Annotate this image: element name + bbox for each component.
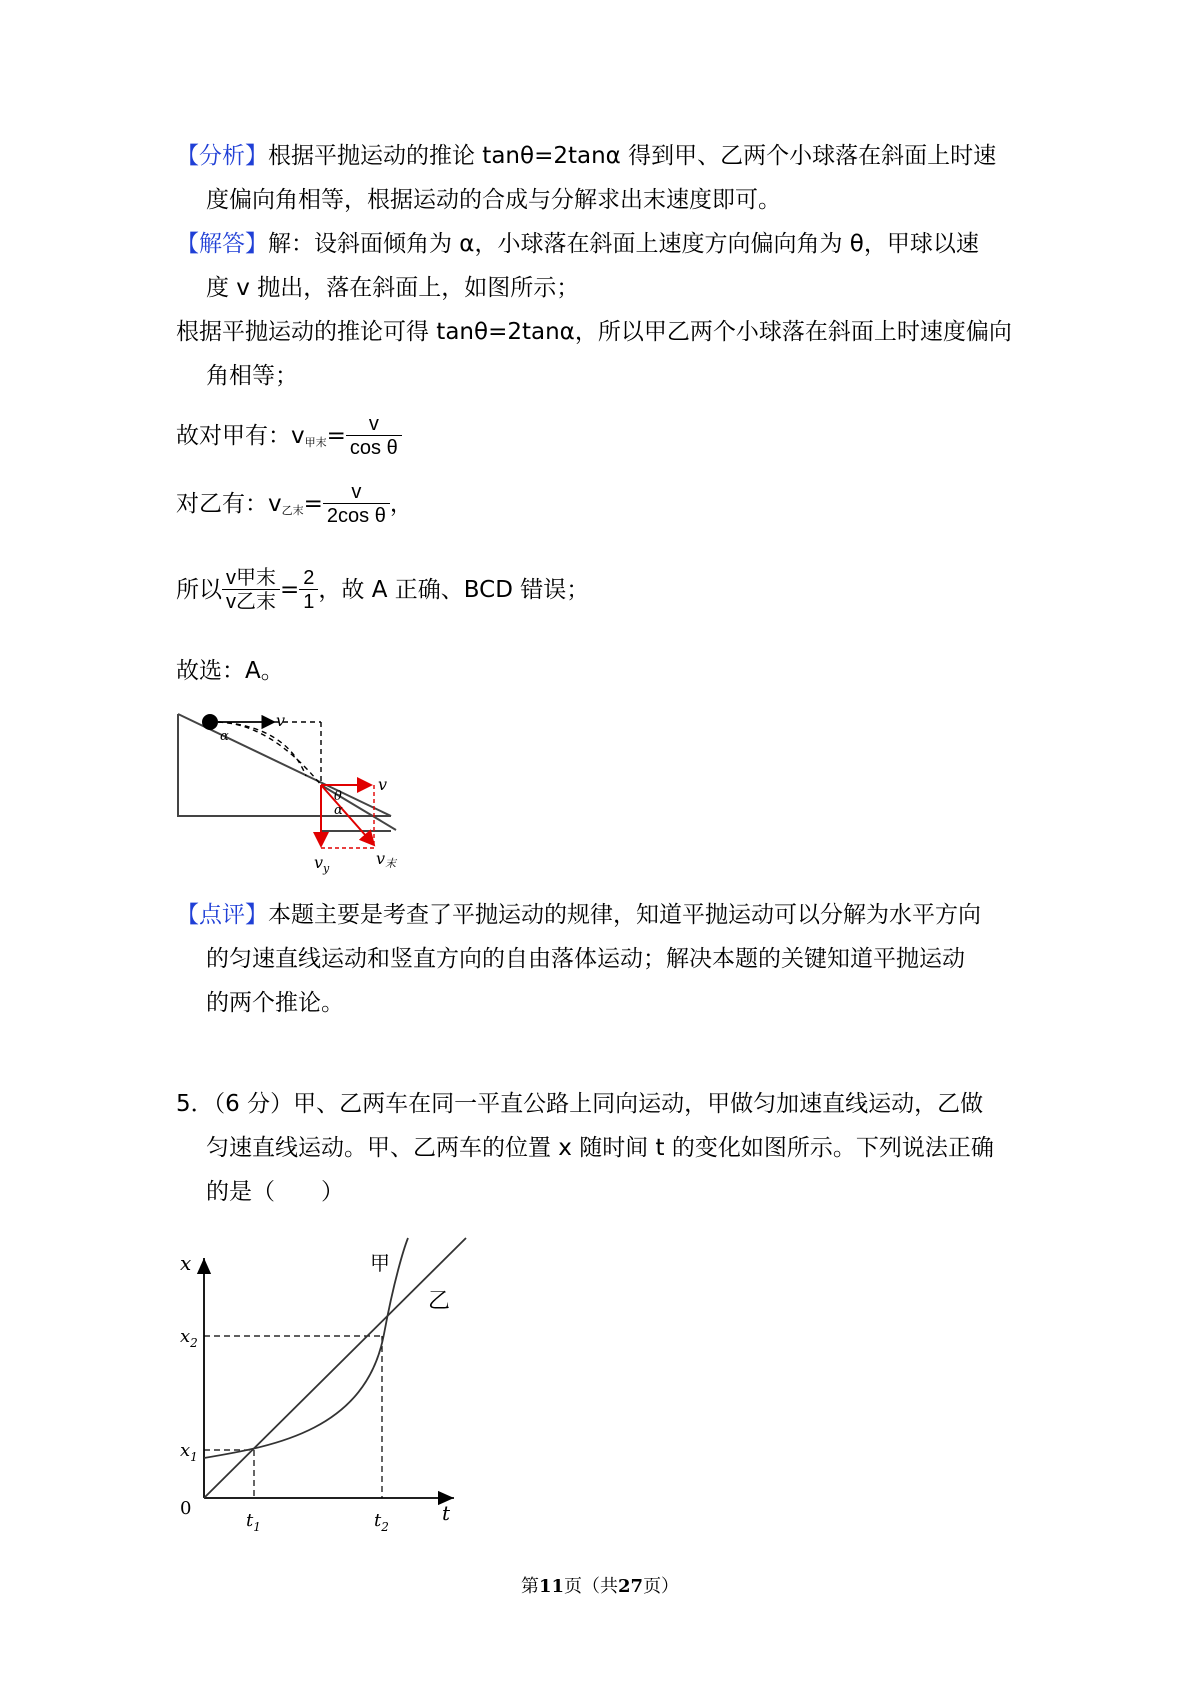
analysis-line-2: 度偏向角相等，根据运动的合成与分解求出末速度即可。 [206,187,781,213]
fig1-label-v-right: v [378,775,388,794]
yi-equals: = [303,491,323,517]
series-jia-label: 甲 [370,1251,390,1275]
tick-t1: $t_1$ [246,1510,261,1534]
yi-suffix: ， [389,491,413,517]
solution-text-1: 解：设斜面倾角为 α，小球落在斜面上速度方向偏向角为 θ，甲球以速 [268,231,979,257]
solution-line-3: 根据平抛运动的推论可得 tanθ=2tanα，所以甲乙两个小球落在斜面上时速度偏向 [176,319,1012,345]
ratio-prefix: 所以 [176,577,222,603]
fig1-label-alpha: α [334,803,343,818]
yi-equation [176,476,413,539]
ratio-equals: = [280,577,300,603]
jia-subscript: 甲末 [304,436,327,449]
solution-line-4: 角相等； [206,363,298,389]
ratio-result-numerator: 2 [299,567,318,590]
choice-line: 故选：A。 [176,658,284,684]
footer-total-pages: 27 [618,1576,644,1597]
fig1-label-vend: v末 [376,849,397,870]
jia-denominator: cos θ [349,437,398,459]
jia-equals: = [326,423,346,449]
jia-equation [176,408,402,471]
incline-projectile-figure [176,706,446,876]
fig1-label-vy: $v_y$ [314,853,330,875]
origin-label: 0 [180,1498,192,1519]
series-yi-line [204,1238,466,1498]
footer-mid: 页（共 [564,1576,618,1597]
jia-numerator: v [346,413,402,436]
review-line-3: 的两个推论。 [206,990,344,1016]
jia-fraction [346,413,402,460]
review-tag: 【点评】 [176,902,268,928]
x-axis-label: t [442,1501,451,1525]
fig1-label-theta: θ [334,789,342,804]
ratio-suffix: ，故 A 正确、BCD 错误； [318,577,590,603]
series-yi-label: 乙 [428,1289,451,1314]
ratio-result-denominator: 1 [303,591,315,613]
ratio-numerator: v甲末 [222,567,280,590]
ratio-result-fraction [299,567,318,614]
question5-line-3: 的是（ ） [206,1179,344,1205]
fig1-label-alpha-top: α [220,729,229,744]
question5-line-1: 5．（6 分）甲、乙两车在同一平直公路上同向运动，甲做匀加速直线运动，乙做 [176,1091,984,1117]
yi-subscript: 乙末 [281,504,304,517]
jia-prefix: 故对甲有：v [176,423,305,449]
review-line-2: 的匀速直线运动和竖直方向的自由落体运动；解决本题的关键知道平抛运动 [206,946,965,972]
review-text-1: 本题主要是考查了平抛运动的规律，知道平抛运动可以分解为水平方向 [268,902,981,928]
analysis-line-1 [176,139,996,173]
tick-t2: $t_2$ [374,1510,389,1534]
solution-tag: 【解答】 [176,231,268,257]
analysis-tag: 【分析】 [176,143,268,169]
ball [202,714,218,730]
ratio-fraction [222,567,280,614]
analysis-text-1: 根据平抛运动的推论 tanθ=2tanα 得到甲、乙两个小球落在斜面上时速 [268,143,997,169]
solution-line-1 [176,227,979,261]
tick-x1: $x_1$ [180,1440,198,1464]
tick-x2: $x_2$ [180,1326,198,1350]
yi-prefix: 对乙有：v [176,491,282,517]
question5-line-2: 匀速直线运动。甲、乙两车的位置 x 随时间 t 的变化如图所示。下列说法正确 [206,1135,994,1161]
solution-line-2: 度 v 抛出，落在斜面上，如图所示； [206,275,580,301]
ratio-denominator: v乙末 [226,591,276,613]
footer-prefix: 第 [520,1576,539,1597]
xt-chart [176,1230,476,1540]
yi-numerator: v [323,481,390,504]
y-axis-label: x [180,1251,192,1275]
fig1-label-v-top: v [276,711,286,730]
ratio-equation [176,560,589,620]
review-line-1 [176,898,981,932]
footer-suffix: 页） [643,1576,680,1597]
footer-page-number: 11 [538,1576,564,1597]
yi-fraction [323,481,390,528]
yi-denominator: 2cos θ [326,505,386,527]
page-footer [0,1572,1200,1598]
